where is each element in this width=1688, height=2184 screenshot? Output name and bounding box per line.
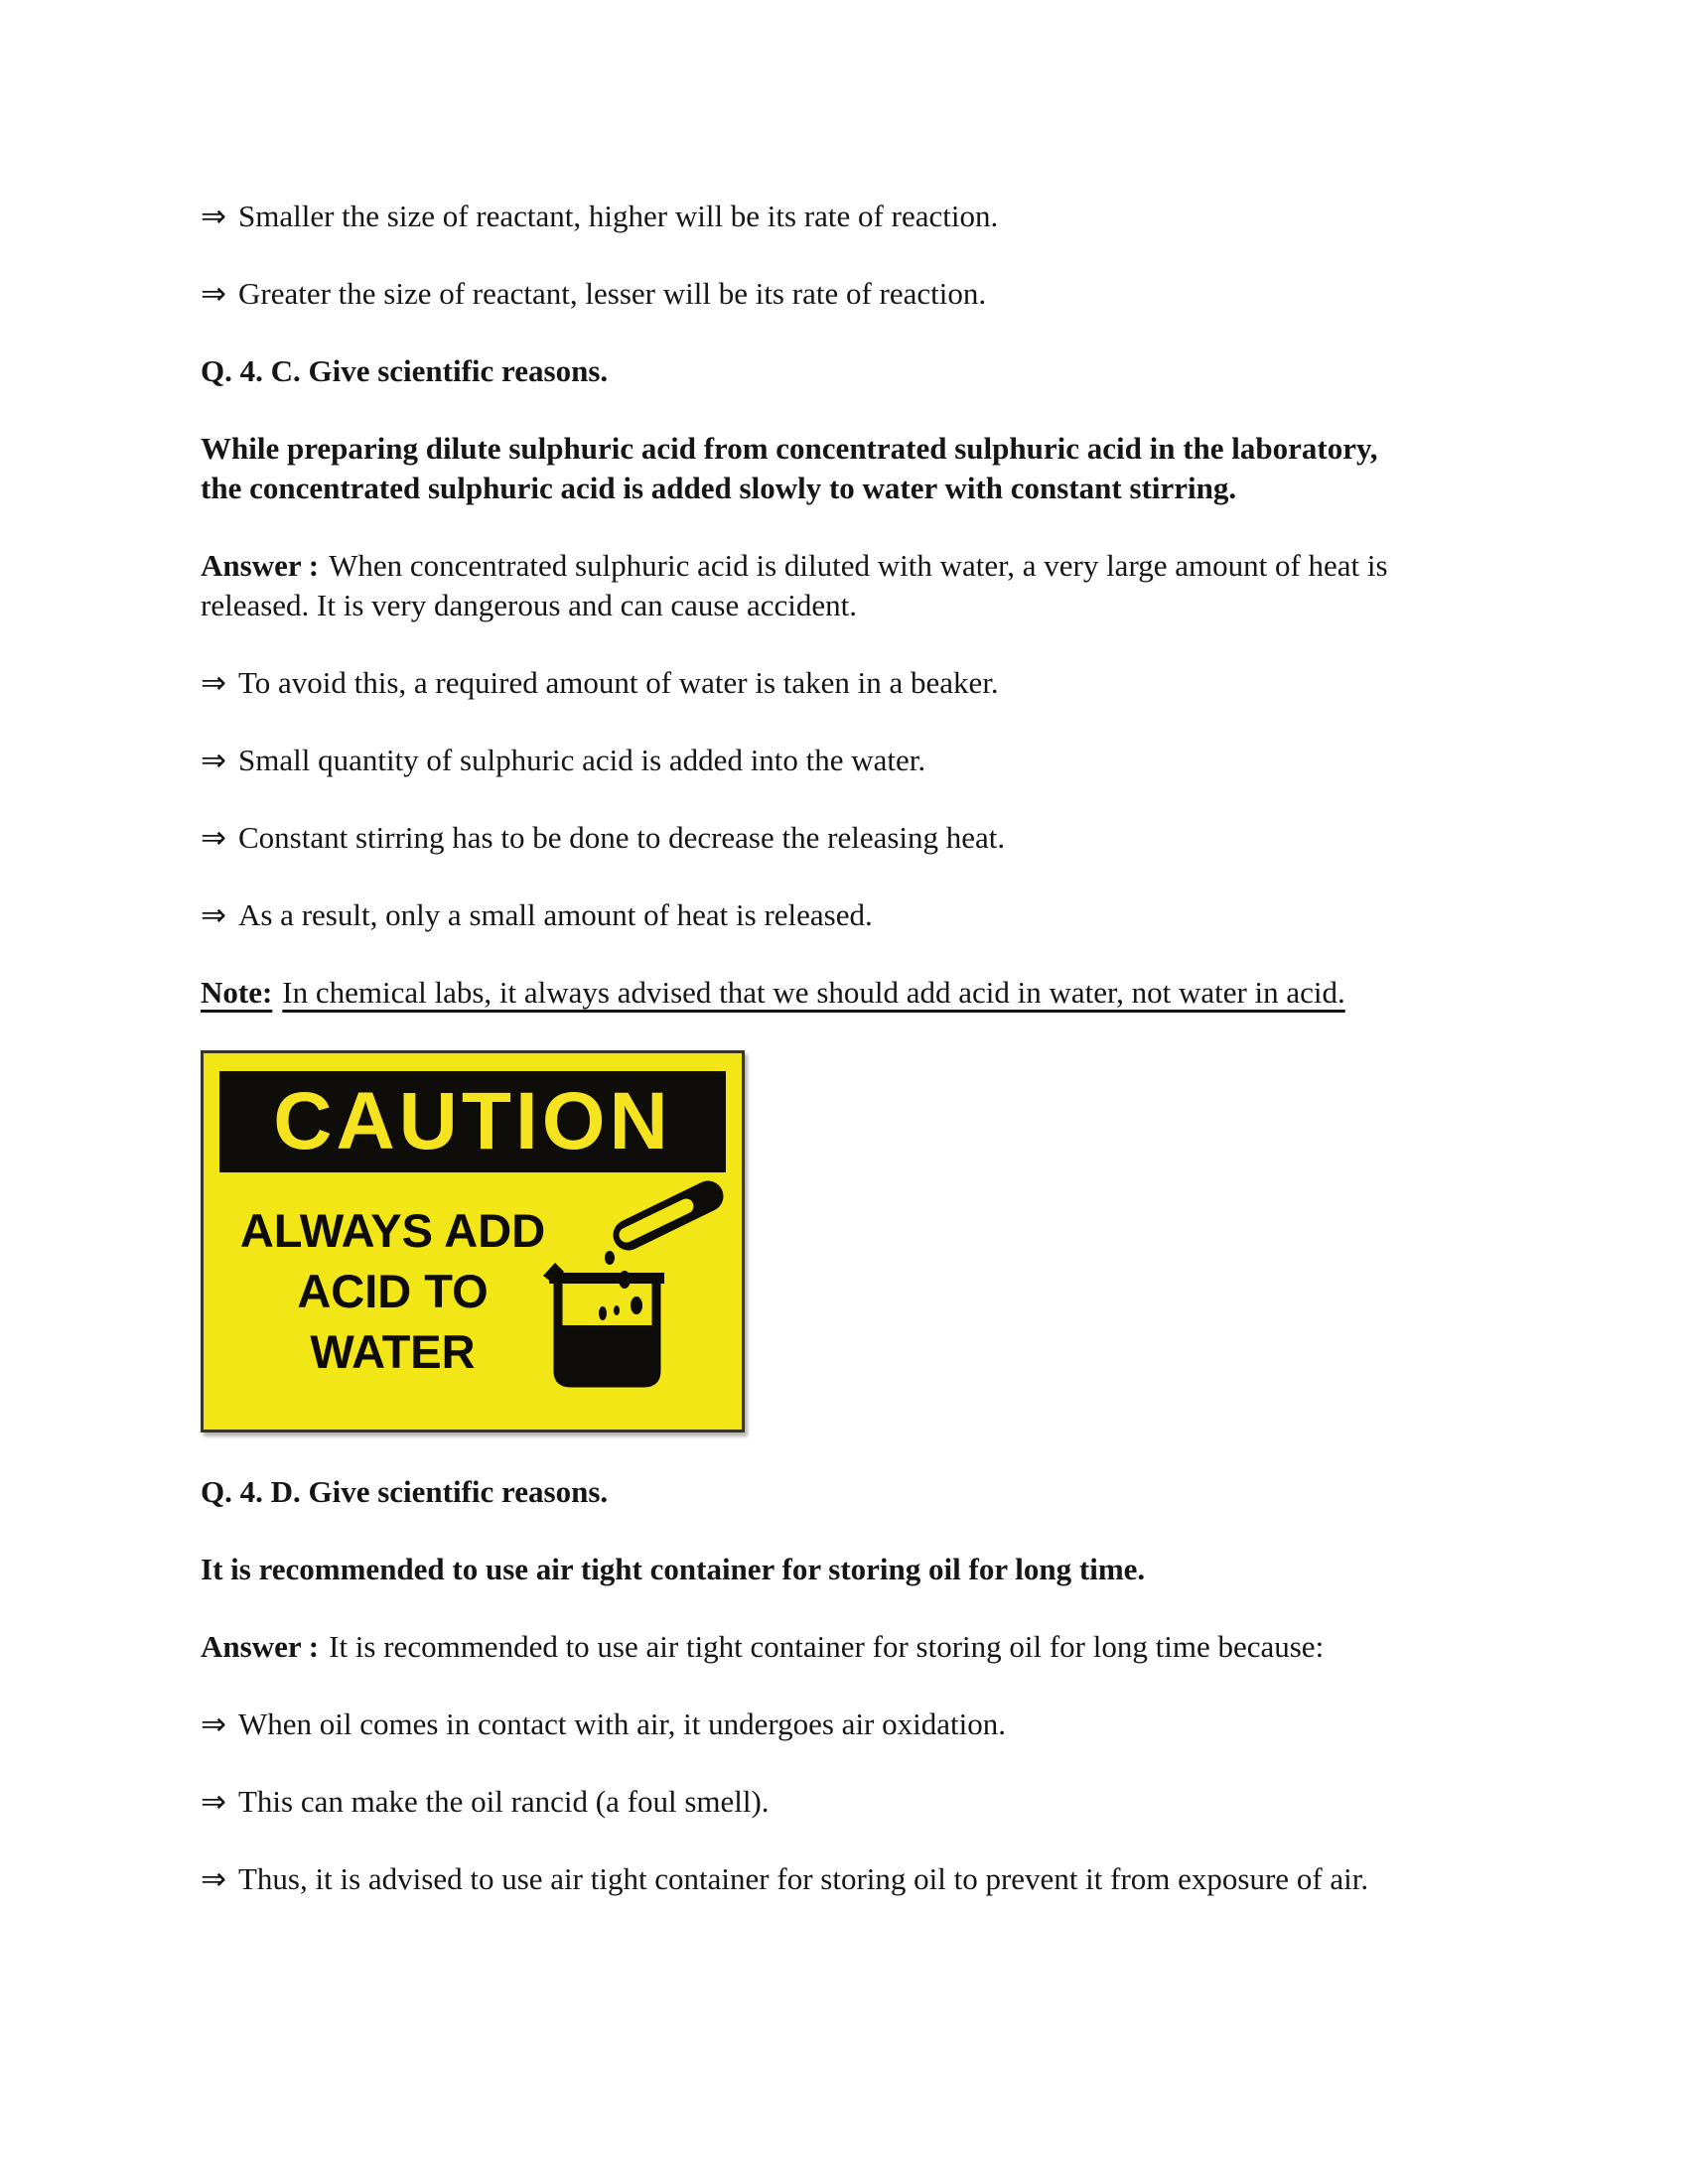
- beaker-pour-icon: [541, 1178, 730, 1417]
- caution-sign-header: [219, 1071, 726, 1172]
- caution-sign-text-line: ALWAYS ADD: [239, 1204, 546, 1257]
- bullet-text: Smaller the size of reactant, higher will be its rate of reaction.: [237, 199, 999, 233]
- note-line: [201, 973, 1491, 1013]
- double-arrow-icon: ⇒: [201, 665, 226, 701]
- double-arrow-icon: ⇒: [201, 897, 226, 933]
- answer-paragraph: [201, 546, 1491, 625]
- document-content: [201, 197, 1491, 1937]
- double-arrow-icon: ⇒: [201, 1861, 226, 1897]
- bullet-line: [201, 663, 1491, 703]
- answer-text: When concentrated sulphuric acid is diluted with water, a very large amount of heat is: [329, 548, 1388, 583]
- bullet-text: Constant stirring has to be done to decrease the releasing heat.: [237, 820, 1006, 855]
- bullet-line: [201, 1859, 1491, 1899]
- answer-text: It is recommended to use air tight container for storing oil for long time because:: [329, 1629, 1325, 1664]
- caution-sign-text-line: WATER: [310, 1325, 476, 1378]
- double-arrow-icon: ⇒: [201, 1784, 226, 1820]
- bullet-line: [201, 197, 1491, 236]
- bullet-text: This can make the oil rancid (a foul smell).: [237, 1784, 770, 1819]
- bullet-line: [201, 1782, 1491, 1822]
- caution-sign-title: CAUTION: [273, 1076, 672, 1166]
- question-heading: Q. 4. D. Give scientific reasons.: [201, 1474, 609, 1509]
- double-arrow-icon: ⇒: [201, 1706, 226, 1742]
- answer-label: Answer :: [201, 1629, 320, 1664]
- caution-sign-image: [201, 1050, 745, 1433]
- bullet-text: Greater the size of reactant, lesser will be its rate of reaction.: [237, 276, 987, 311]
- bullet-text: To avoid this, a required amount of water is taken in a beaker.: [237, 665, 999, 700]
- bullet-line: [201, 895, 1491, 935]
- question-heading: Q. 4. C. Give scientific reasons.: [201, 353, 609, 388]
- double-arrow-icon: ⇒: [201, 276, 226, 312]
- answer-label: Answer :: [201, 548, 320, 583]
- bullet-line: [201, 818, 1491, 858]
- question-statement: It is recommended to use air tight container for storing oil for long time.: [201, 1552, 1146, 1586]
- double-arrow-icon: ⇒: [201, 820, 226, 856]
- answer-paragraph: [201, 1627, 1491, 1667]
- bullet-line: [201, 1705, 1491, 1744]
- double-arrow-icon: ⇒: [201, 199, 226, 234]
- bullet-text: When oil comes in contact with air, it undergoes air oxidation.: [237, 1706, 1006, 1741]
- statement-line: While preparing dilute sulphuric acid from concentrated sulphuric acid in the laboratory,: [201, 431, 1378, 466]
- statement-line: the concentrated sulphuric acid is added slowly to water with constant stirring.: [201, 471, 1237, 505]
- bullet-line: [201, 274, 1491, 314]
- double-arrow-icon: ⇒: [201, 743, 226, 778]
- caution-sign-message: [221, 1200, 564, 1382]
- bullet-text: As a result, only a small amount of heat is released.: [237, 897, 873, 932]
- bullet-text: Thus, it is advised to use air tight container for storing oil to prevent it from exposure of air.: [237, 1861, 1369, 1896]
- caution-sign-text-line: ACID TO: [297, 1265, 489, 1317]
- bullet-text: Small quantity of sulphuric acid is added into the water.: [237, 743, 926, 777]
- note-label: Note:: [201, 975, 273, 1010]
- bullet-line: [201, 741, 1491, 780]
- question-statement: [201, 429, 1491, 508]
- answer-text: released. It is very dangerous and can cause accident.: [201, 588, 858, 622]
- note-text: In chemical labs, it always advised that we should add acid in water, not water in acid.: [282, 975, 1345, 1010]
